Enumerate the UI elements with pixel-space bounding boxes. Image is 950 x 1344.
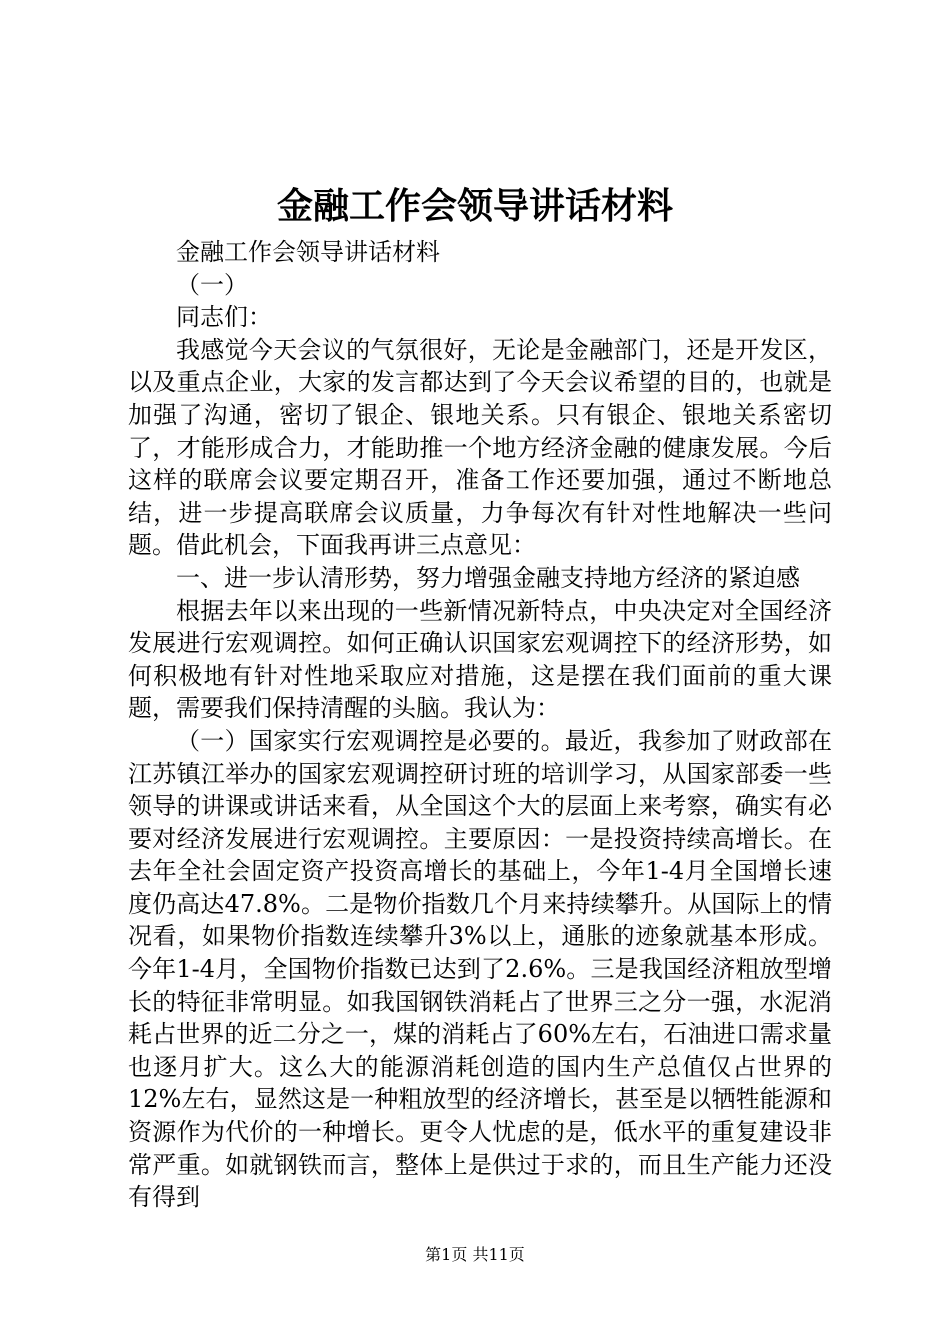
paragraph-background: 根据去年以来出现的一些新情况新特点，中央决定对全国经济发展进行宏观调控。如何正确认识国家宏观调控下的经济形势，如何积极地有针对性地采取应对措施，这是摆在我们面前的重大课题，需要我们保持清醒的头脑。我认为： — [128, 596, 832, 723]
paragraph-point-one: （一）国家实行宏观调控是必要的。最近，我参加了财政部在江苏镇江举办的国家宏观调控研讨班的培训学习，从国家部委一些领导的讲课或讲话来看，从全国这个大的层面上来考察，确实有必要对经济发展进行宏观调控。主要原因：一是投资持续高增长。在去年全社会固定资产投资高增长的基础上，今年1-4月全国增长速度仍高达47.8%。二是物价指数几个月来持续攀升。从国际上的情况看，如果物价指数连续攀升3%以上，通胀的迹象就基本形成。今年1-4月，全国物价指数已达到了2.6%。三是我国经济粗放型增长的特征非常明显。如我国钢铁消耗占了世界三之分一强，水泥消耗占世界的近二分之一，煤的消耗占了60%左右，石油进口需求量也逐月扩大。这么大的能源消耗创造的国内生产总值仅占世界的12%左右，显然这是一种粗放型的经济增长，甚至是以牺牲能源和资源作为代价的一种增长。更令人忧虑的是，低水平的重复建设非常严重。如就钢铁而言，整体上是供过于求的，而且生产能力还没有得到 — [128, 726, 832, 1212]
paragraph-intro: 我感觉今天会议的气氛很好，无论是金融部门，还是开发区，以及重点企业，大家的发言都达到了今天会议希望的目的，也就是加强了沟通，密切了银企、银地关系。只有银企、银地关系密切了，才能形成合力，才能助推一个地方经济金融的健康发展。今后这样的联席会议要定期召开，准备工作还要加强，通过不断地总结，进一步提高联席会议质量，力争每次有针对性地解决一些问题。借此机会，下面我再讲三点意见： — [128, 335, 832, 560]
page-footer: 第1页 共11页 — [425, 1245, 525, 1264]
document-title: 金融工作会领导讲话材料 — [276, 185, 673, 227]
paragraph-section-number: （一） — [176, 270, 248, 299]
paragraph-salutation: 同志们： — [176, 303, 272, 332]
paragraph-heading-one: 一、进一步认清形势，努力增强金融支持地方经济的紧迫感 — [176, 563, 800, 592]
paragraph-subtitle: 金融工作会领导讲话材料 — [176, 238, 440, 266]
document-body — [128, 236, 832, 1214]
